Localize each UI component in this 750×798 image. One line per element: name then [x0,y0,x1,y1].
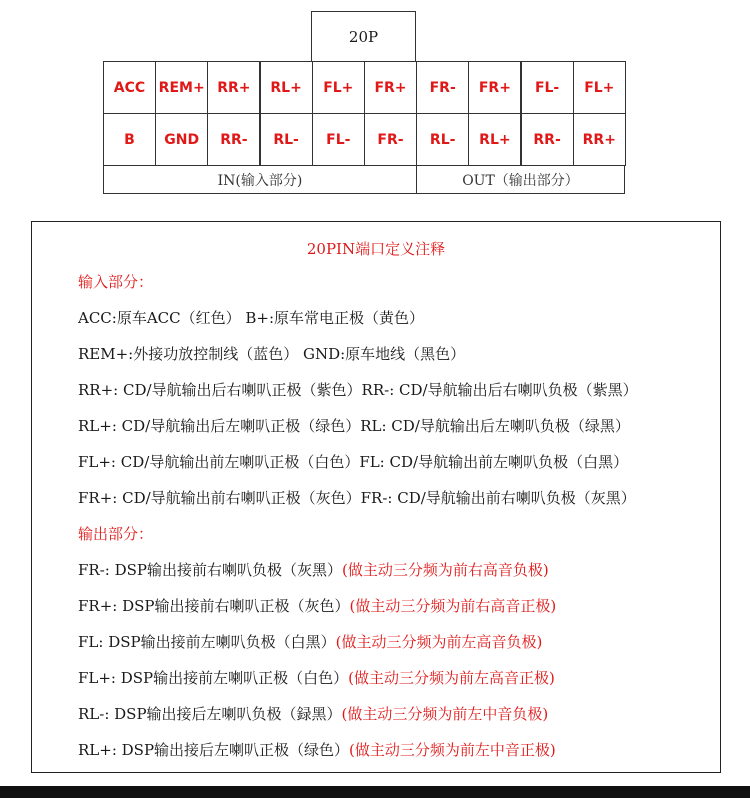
output-line [78,703,548,724]
pin-cell: FR+ [364,61,417,114]
output-line-text: RL+: DSP输出接后左喇叭正极（绿色） [78,741,350,759]
output-heading: 输出部分： [78,525,154,543]
pin-cell: REM+ [155,61,208,114]
out-section-label: OUT（输出部分） [416,165,625,194]
output-line [78,631,542,652]
output-line [78,595,556,616]
output-line [78,667,555,688]
pin-cell: ACC [103,61,156,114]
bottom-border [0,786,750,798]
input-line: ACC:原车ACC（红色） B+:原车常电正极（黄色） [78,309,425,327]
pin-cell: FL+ [573,61,626,114]
output-line-text: FL+: DSP输出接前左喇叭正极（白色） [78,669,349,687]
input-heading: 输入部分： [78,273,154,291]
output-line [78,559,549,580]
output-line-note: (做主动三分频为前右高音负极) [342,561,549,579]
output-line-text: FL: DSP输出接前左喇叭负极（白黑） [78,633,336,651]
output-line-note: (做主动三分频为前左中音负极) [341,705,549,723]
input-line: RL+: CD/导航输出后左喇叭正极（绿色）RL: CD/导航输出后左喇叭负极（绿黑） [78,417,630,435]
output-line-note: (做主动三分频为前左高音正极) [348,669,555,687]
pin-cell: FR+ [468,61,521,114]
input-line: FR+: CD/导航输出前右喇叭正极（灰色）FR-: CD/导航输出前右喇叭负极（灰黑） [78,489,636,507]
pin-cell: RR+ [207,61,260,114]
pin-cell: RR+ [573,113,626,166]
connector-title: 20P [311,11,416,62]
pin-cell: RL- [416,113,469,166]
pin-cell: RR- [521,113,574,166]
output-line-text: FR+: DSP输出接前右喇叭正极（灰色） [78,597,350,615]
pin-cell: GND [155,113,208,166]
pin-cell: RL+ [468,113,521,166]
pin-cell: FR- [416,61,469,114]
pin-cell: RR- [207,113,260,166]
in-section-label: IN(输入部分) [103,165,417,194]
pin-cell: RL- [260,113,313,166]
pin-cell: FL- [312,113,365,166]
input-line: REM+:外接功放控制线（蓝色） GND:原车地线（黑色） [78,345,466,363]
output-line-note: (做主动三分频为前左中音正极) [349,741,556,759]
pin-cell: B [103,113,156,166]
output-line-text: RL-: DSP输出接后左喇叭负极（録黑） [78,705,342,723]
output-line-text: FR-: DSP输出接前右喇叭负极（灰黑） [78,561,342,579]
input-line: RR+: CD/导航输出后右喇叭正极（紫色）RR-: CD/导航输出后右喇叭负极（紫黑） [78,381,638,399]
pin-cell: FL+ [312,61,365,114]
pin-cell: FL- [521,61,574,114]
output-line [78,739,556,760]
output-line-note: (做主动三分频为前左高音负极) [335,633,543,651]
notes-title: 20PIN端口定义注释 [306,240,446,258]
output-line-note: (做主动三分频为前右高音正极) [349,597,557,615]
input-line: FL+: CD/导航输出前左喇叭正极（白色）FL: CD/导航输出前左喇叭负极（白黑） [78,453,629,471]
pin-cell: RL+ [260,61,313,114]
pin-cell: FR- [364,113,417,166]
pin-definition-notes [31,221,721,773]
